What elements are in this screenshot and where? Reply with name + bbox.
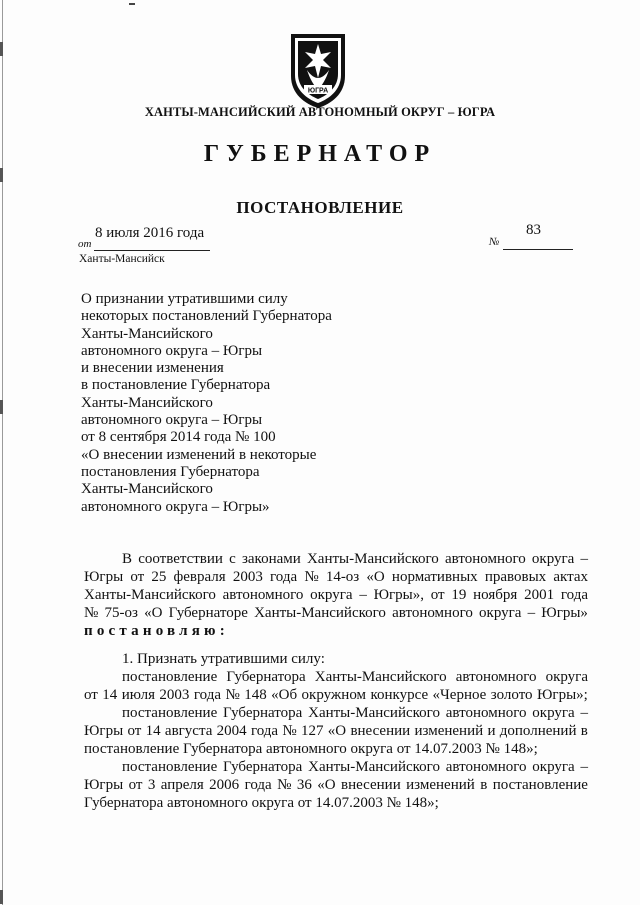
body-line: Ханты-Мансийского автономного округа – Югры», от 19 ноября 2001 года [84, 587, 588, 603]
document-title [81, 291, 332, 516]
title-line: автономного округа – Югры [81, 412, 263, 429]
title-line: некоторых постановлений Губернатора [81, 308, 332, 325]
document-date: 8 июля 2016 года [95, 225, 205, 241]
date-underline [94, 250, 210, 251]
number-underline [503, 249, 573, 250]
document-body [84, 550, 588, 812]
body-line: постановление Губернатора Ханты-Мансийского автономного округа [122, 669, 588, 685]
document-type: ПОСТАНОВЛЕНИЕ [236, 198, 404, 217]
scan-dot [129, 3, 135, 5]
body-line: Югры от 14 августа 2004 года № 127 «О внесении изменений и дополнений в [84, 723, 588, 739]
title-line: автономного округа – Югры [81, 342, 263, 359]
title-line: постановления Губернатора [81, 463, 260, 480]
coat-of-arms-emblem [285, 30, 351, 110]
title-line: и внесении изменения [81, 360, 224, 377]
title-line: в постановление Губернатора [81, 377, 271, 394]
scan-mark [0, 400, 3, 414]
title-line: «О внесении изменений в некоторые [81, 446, 317, 463]
emblem-text: ЮГРА [307, 87, 329, 95]
number-label: № [489, 236, 500, 248]
document-number: 83 [526, 222, 541, 238]
title-line: О признании утратившими силу [81, 291, 288, 307]
body-line: В соответствии с законами Ханты-Мансийского автономного округа – [122, 551, 588, 567]
decree-word: постановляю: [84, 623, 229, 639]
body-line: Губернатора автономного округа от 14.07.2003 № 148»; [84, 795, 439, 811]
item-heading: 1. Признать утратившими силу: [122, 651, 325, 667]
body-line: Югры от 3 апреля 2006 года № 36 «О внесении изменений в постановление [84, 777, 588, 793]
scan-mark [0, 890, 3, 904]
scan-edge [2, 0, 3, 905]
body-line: Югры от 25 февраля 2003 года № 14-оз «О нормативных правовых актах [84, 569, 588, 585]
title-line: Ханты-Мансийского [81, 481, 213, 498]
body-line: от 14 июля 2003 года № 148 «Об окружном конкурсе «Черное золото Югры»; [84, 687, 588, 703]
title-line: автономного округа – Югры» [81, 498, 270, 515]
body-line: постановление Губернатора автономного округа от 14.07.2003 № 148»; [84, 741, 538, 757]
body-line: постановление Губернатора Ханты-Мансийского автономного округа – [122, 705, 588, 721]
title-line: Ханты-Мансийского [81, 325, 213, 342]
scan-mark [0, 168, 3, 182]
city: Ханты-Мансийск [79, 253, 165, 265]
organization-name: ХАНТЫ-МАНСИЙСКИЙ АВТОНОМНЫЙ ОКРУГ – ЮГРА [144, 105, 496, 119]
date-label: от [78, 238, 92, 250]
body-line: № 75-оз «О Губернаторе Ханты-Мансийского автономного округа – Югры» [84, 605, 588, 621]
title-line: Ханты-Мансийского [81, 394, 213, 411]
title-line: от 8 сентября 2014 года № 100 [81, 429, 276, 446]
scan-mark [0, 42, 3, 56]
governor-heading: ГУБЕРНАТОР [203, 141, 437, 167]
body-line: постановление Губернатора Ханты-Мансийского автономного округа – [122, 759, 588, 775]
